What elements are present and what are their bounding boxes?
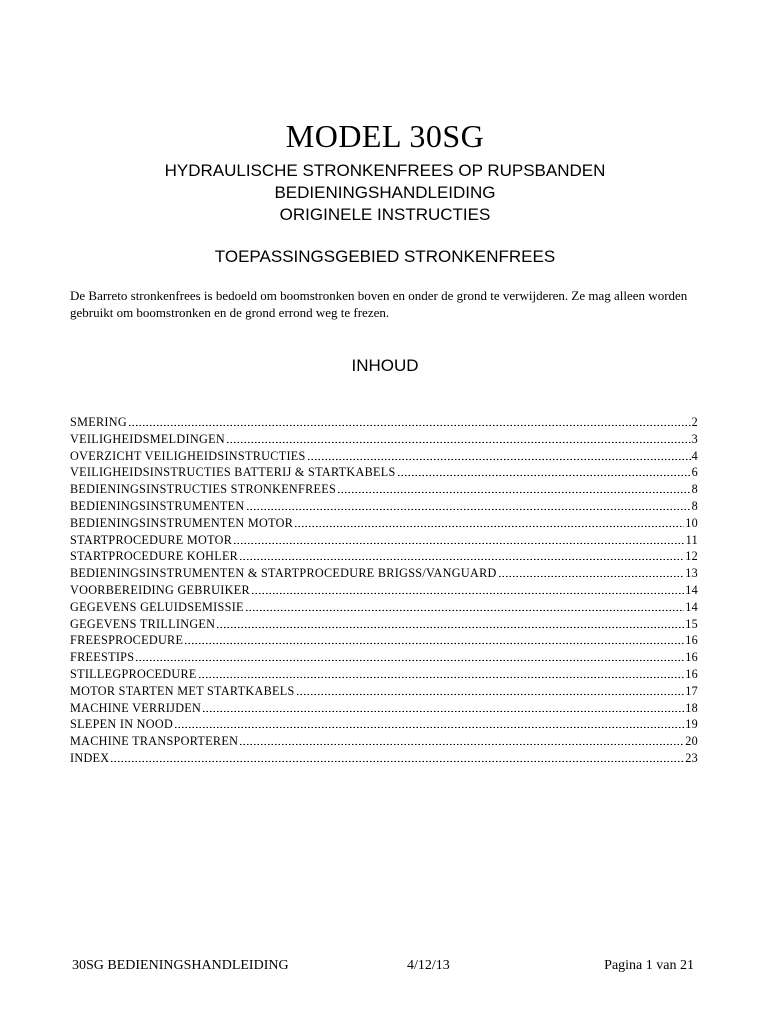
toc-entry-page: 15: [685, 616, 698, 631]
toc-entry-page: 16: [685, 666, 698, 681]
page-footer: [72, 958, 694, 978]
toc-entry-title: GEGEVENS TRILLINGEN: [70, 616, 216, 631]
toc-entry-page: 12: [685, 549, 698, 564]
toc-dot-leader: [239, 549, 684, 560]
toc-entry[interactable]: [70, 700, 698, 717]
toc-entry-page: 18: [685, 700, 698, 715]
toc-dot-leader: [239, 734, 684, 745]
toc-dot-leader: [135, 650, 684, 661]
toc-entry-page: 10: [685, 515, 698, 530]
toc-entry-page: 14: [685, 582, 698, 597]
toc-dot-leader: [233, 533, 684, 544]
toc-dot-leader: [337, 482, 690, 493]
toc-heading: INHOUD: [351, 356, 419, 375]
footer-page-number: Pagina 1 van 21: [604, 958, 694, 973]
toc-entry-title: FREESTIPS: [70, 650, 135, 665]
footer-manual-name: 30SG BEDIENINGSHANDLEIDING: [72, 958, 289, 973]
toc-entry-page: 11: [685, 532, 698, 547]
toc-entry-page: 17: [685, 683, 698, 698]
toc-dot-leader: [128, 415, 691, 426]
toc-entry-title: MACHINE VERRIJDEN: [70, 700, 202, 715]
toc-dot-leader: [296, 684, 685, 695]
toc-entry-page: 8: [691, 498, 698, 513]
toc-entry-page: 4: [691, 448, 698, 463]
toc-entry-page: 16: [685, 650, 698, 665]
toc-dot-leader: [198, 667, 685, 678]
toc-entry[interactable]: [70, 582, 698, 599]
toc-entry-title: VEILIGHEIDSINSTRUCTIES BATTERIJ & STARTKABELS: [70, 465, 396, 480]
toc-dot-leader: [202, 701, 684, 712]
toc-dot-leader: [251, 583, 684, 594]
toc-entry[interactable]: [70, 448, 698, 465]
toc-dot-leader: [184, 633, 684, 644]
toc-entry-title: GEGEVENS GELUIDSEMISSIE: [70, 599, 244, 614]
toc-dot-leader: [110, 751, 684, 762]
toc-entry-page: 3: [691, 431, 698, 446]
toc-dot-leader: [294, 516, 684, 527]
toc-entry-title: BEDIENINGSINSTRUMENTEN & STARTPROCEDURE BRIGSS/VANGUARD: [70, 566, 497, 581]
toc-entry[interactable]: [70, 431, 698, 448]
toc-dot-leader: [216, 617, 684, 628]
toc-entry-page: 14: [685, 599, 698, 614]
toc-entry-page: 13: [685, 566, 698, 581]
toc-entry-title: INDEX: [70, 750, 110, 765]
table-of-contents: [70, 414, 698, 767]
toc-entry-title: MACHINE TRANSPORTEREN: [70, 734, 239, 749]
toc-entry-title: VEILIGHEIDSMELDINGEN: [70, 431, 225, 446]
toc-entry[interactable]: [70, 515, 698, 532]
toc-entry-title: STILLEGPROCEDURE: [70, 666, 197, 681]
toc-entry[interactable]: [70, 733, 698, 750]
toc-entry-title: SMERING: [70, 415, 127, 429]
scope-heading: TOEPASSINGSGEBIED STRONKENFREES: [214, 247, 556, 266]
toc-entry-page: 20: [685, 734, 698, 749]
toc-entry[interactable]: [70, 498, 698, 515]
scope-paragraph: De Barreto stronkenfrees is bedoeld om boomstronken boven en onder de grond te verwijderen. Ze mag alleen worden gebruikt om boomstronken en de grond errond weg te frezen.: [70, 288, 688, 320]
toc-entry-page: 6: [691, 465, 698, 480]
toc-dot-leader: [174, 717, 684, 728]
toc-entry-title: FREESPROCEDURE: [70, 633, 184, 648]
toc-entry-title: VOORBEREIDING GEBRUIKER: [70, 582, 250, 597]
toc-entry[interactable]: [70, 649, 698, 666]
toc-entry[interactable]: [70, 683, 698, 700]
toc-entry[interactable]: [70, 565, 698, 582]
toc-entry-title: BEDIENINGSINSTRUMENTEN: [70, 498, 245, 513]
toc-entry[interactable]: [70, 632, 698, 649]
toc-entry-title: STARTPROCEDURE MOTOR: [70, 532, 233, 547]
toc-entry-title: BEDIENINGSINSTRUMENTEN MOTOR: [70, 515, 294, 530]
toc-dot-leader: [246, 499, 691, 510]
toc-entry[interactable]: [70, 414, 698, 431]
toc-entry[interactable]: [70, 548, 698, 565]
toc-dot-leader: [307, 449, 691, 460]
subtitle-line: ORIGINELE INSTRUCTIES: [279, 205, 491, 224]
toc-entry[interactable]: [70, 750, 698, 767]
toc-dot-leader: [498, 566, 685, 577]
toc-dot-leader: [397, 465, 691, 476]
toc-dot-leader: [226, 432, 691, 443]
toc-entry[interactable]: [70, 716, 698, 733]
toc-entry-page: 8: [691, 482, 698, 497]
toc-entry[interactable]: [70, 481, 698, 498]
subtitle-block: [0, 160, 770, 226]
toc-entry-title: MOTOR STARTEN MET STARTKABELS: [70, 683, 295, 698]
document-title: MODEL 30SG: [285, 118, 485, 154]
toc-entry[interactable]: [70, 616, 698, 633]
toc-entry-title: STARTPROCEDURE KOHLER: [70, 549, 239, 564]
toc-entry-page: 19: [685, 717, 698, 732]
toc-entry-page: 23: [685, 750, 698, 765]
toc-entry-page: 16: [685, 633, 698, 648]
toc-entry-title: BEDIENINGSINSTRUCTIES STRONKENFREES: [70, 482, 337, 497]
toc-entry[interactable]: [70, 666, 698, 683]
toc-entry[interactable]: [70, 532, 698, 549]
toc-entry-page: 2: [691, 415, 698, 429]
toc-entry[interactable]: [70, 599, 698, 616]
toc-entry-title: SLEPEN IN NOOD: [70, 717, 174, 732]
toc-dot-leader: [245, 600, 684, 611]
subtitle-line: HYDRAULISCHE STRONKENFREES OP RUPSBANDEN: [164, 161, 606, 180]
toc-entry[interactable]: [70, 464, 698, 481]
footer-date: 4/12/13: [407, 958, 450, 973]
toc-entry-title: OVERZICHT VEILIGHEIDSINSTRUCTIES: [70, 448, 306, 463]
subtitle-line: BEDIENINGSHANDLEIDING: [274, 183, 496, 202]
